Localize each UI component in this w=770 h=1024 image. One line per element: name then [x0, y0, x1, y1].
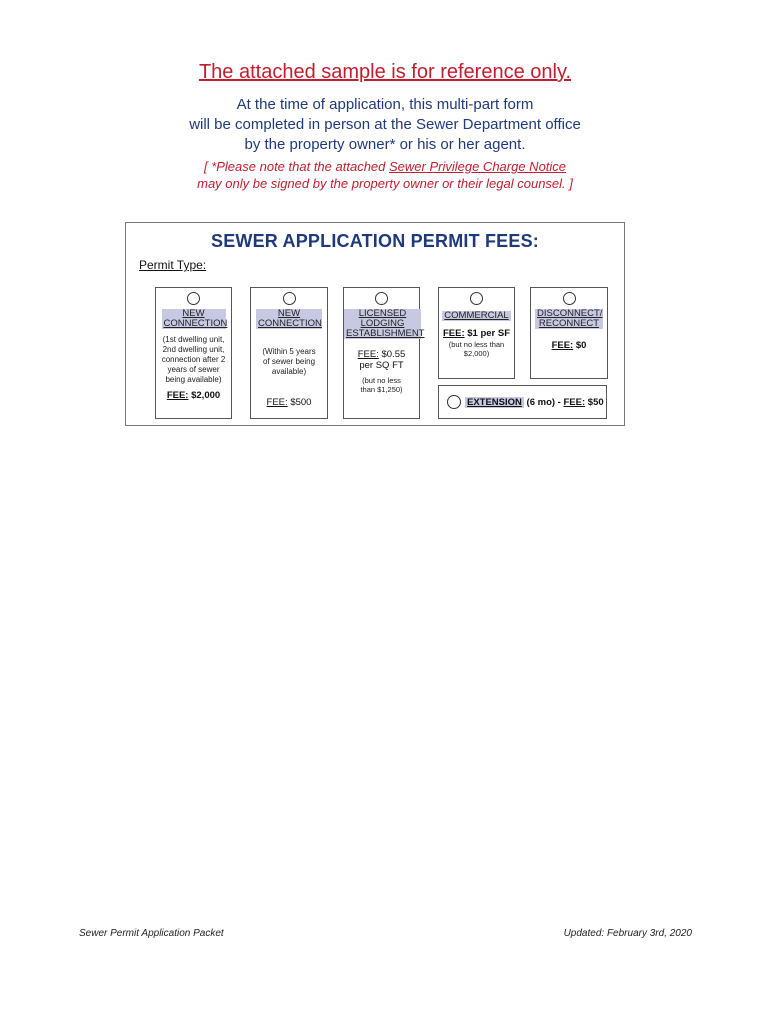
option-licensed-lodging[interactable]	[343, 287, 425, 419]
notice-title: The attached sample is for reference only.	[198, 61, 572, 83]
option-description: (1st dwelling unit, 2nd dwelling unit, connection after 2 years of sewer being available)	[161, 335, 226, 384]
panel-title: SEWER APPLICATION PERMIT FEES:	[210, 231, 539, 251]
privilege-charge-notice-link: Sewer Privilege Charge Notice	[389, 159, 567, 174]
option-fee	[531, 340, 607, 351]
fee-value: $0.55 per SQ FT	[359, 349, 406, 371]
notice-line: by the property owner* or his or her agent.	[244, 136, 526, 153]
owner-note-line1	[0, 158, 770, 175]
option-name: EXTENSION	[467, 396, 522, 408]
option-extension[interactable]	[438, 385, 607, 419]
footer-updated-date: Updated: February 3rd, 2020	[563, 928, 692, 939]
fee-value: $2,000	[191, 390, 221, 401]
radio-button[interactable]	[375, 292, 388, 305]
radio-button[interactable]	[563, 292, 576, 305]
option-new-connection-full[interactable]	[155, 287, 232, 419]
option-fee	[156, 390, 231, 401]
option-fee	[344, 349, 419, 371]
footer-packet-name: Sewer Permit Application Packet	[79, 928, 224, 939]
option-commercial[interactable]	[438, 287, 515, 379]
option-description: (Within 5 years of sewer being available)	[262, 347, 316, 376]
option-name: NEW CONNECTION	[258, 308, 322, 329]
notice-body	[0, 95, 770, 155]
radio-button[interactable]	[283, 292, 296, 305]
option-fee	[439, 328, 514, 339]
option-name: LICENSED LODGING ESTABLISHMENT	[346, 308, 425, 339]
notice-line: will be completed in person at the Sewer Department office	[189, 116, 581, 133]
owner-note-prefix: [ *Please note that the attached	[203, 159, 389, 174]
fee-value: $1 per SF	[467, 328, 511, 339]
option-name: COMMERCIAL	[444, 310, 509, 321]
fee-value: $0	[575, 340, 587, 351]
radio-button[interactable]	[187, 292, 200, 305]
permit-type-label: Permit Type:	[139, 258, 207, 272]
owner-note	[0, 158, 770, 192]
fee-label: FEE:	[442, 328, 465, 339]
fee-label: FEE:	[266, 397, 288, 408]
fee-label: FEE:	[563, 396, 586, 408]
option-name: NEW CONNECTION	[163, 308, 228, 329]
extension-term: (6 mo) -	[526, 396, 561, 408]
radio-button[interactable]	[447, 395, 461, 409]
option-name: DISCONNECT/ RECONNECT	[537, 308, 603, 329]
option-new-connection-5yr[interactable]	[250, 287, 328, 419]
option-minimum: (but no less than $1,250)	[360, 376, 403, 394]
fee-label: FEE:	[357, 349, 379, 360]
fee-label: FEE:	[551, 340, 574, 351]
notice-line: At the time of application, this multi-part form	[236, 96, 534, 113]
fees-panel	[125, 222, 625, 426]
fee-value: $50	[587, 396, 604, 408]
fee-label: FEE:	[166, 390, 189, 401]
fee-value: $500	[290, 397, 312, 408]
option-fee	[251, 397, 327, 408]
owner-note-line2: may only be signed by the property owner or their legal counsel. ]	[197, 176, 573, 191]
option-disconnect-reconnect[interactable]	[530, 287, 608, 379]
option-minimum: (but no less than $2,000)	[448, 340, 505, 358]
radio-button[interactable]	[470, 292, 483, 305]
